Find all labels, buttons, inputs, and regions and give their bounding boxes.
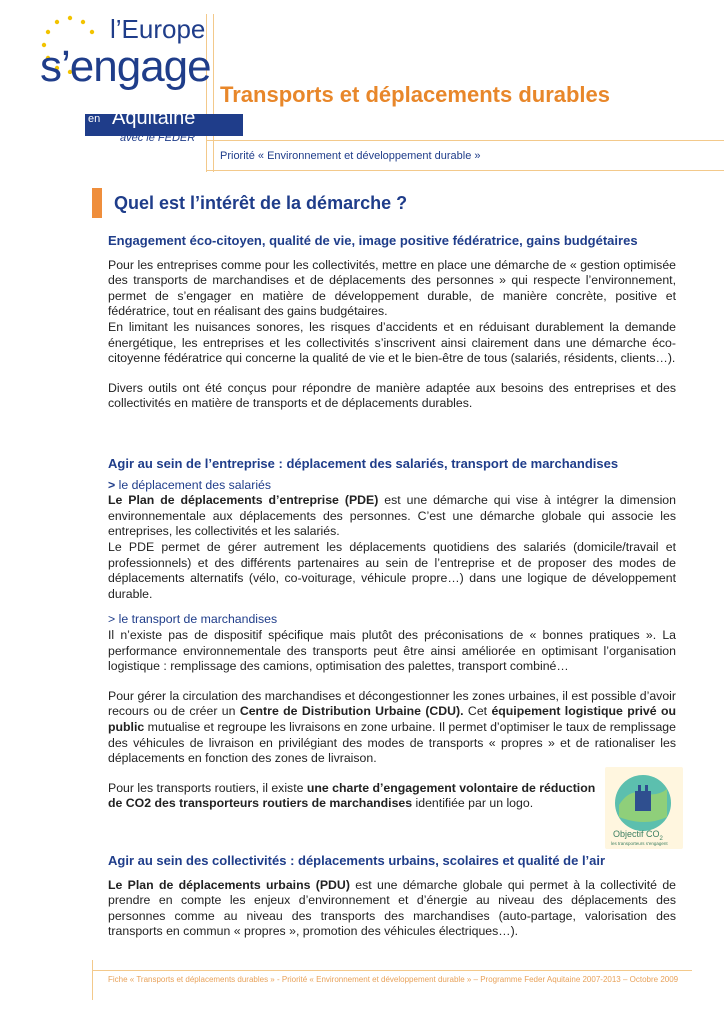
subsection-salaries — [108, 478, 676, 494]
block-collectivites — [108, 853, 676, 940]
logo-feder-text: avec le FEDER — [120, 132, 196, 144]
charte-text-c: identifiée par un logo. — [412, 796, 534, 811]
cdu-text-c: Cet — [463, 704, 492, 719]
page-title: Transports et déplacements durables — [220, 82, 611, 107]
cdu-equipment-term: équipement logistique privé ou public — [108, 704, 676, 734]
block-engagement — [108, 233, 676, 412]
co2-badge-caption: les transporteurs s'engagent — [611, 841, 668, 846]
block-entreprise — [108, 456, 676, 812]
engagement-paragraph-1: Pour les entreprises comme pour les collectivités, mettre en place une démarche de « gestion optimisée des transports de marchandises et de déplacements des personnes » qui respecte l’environnement, permet de s’engager en matière de développement durable, de manière concrète, positive et fédératrice, tout en réalisant des gains budgétaires. — [108, 257, 676, 319]
frame-line-under-priority — [206, 170, 724, 171]
frame-line-footer — [92, 970, 692, 971]
cdu-paragraph — [108, 689, 676, 767]
engagement-paragraph-2: En limitant les nuisances sonores, les risques d’accidents et en réduisant durablement la demande énergétique, les entreprises et les collectivités s’inscrivent ainsi clairement dans une démarche éco-citoyenne fédératrice qui concerne la qualité de vie et le bien-être de tous (salariés, résidents, clients…). — [108, 319, 676, 366]
co2-label-text: Objectif CO — [613, 829, 660, 839]
pde-term: Le Plan de déplacements d’entreprise (PDE) — [108, 493, 379, 508]
logo-en-text: en — [88, 113, 101, 125]
pdu-paragraph — [108, 878, 676, 940]
block-collectivites-heading: Agir au sein des collectivités : déplacements urbains, scolaires et qualité de l’air — [108, 853, 606, 868]
frame-line-top — [206, 140, 724, 141]
cdu-term: Centre de Distribution Urbaine (CDU). — [239, 704, 464, 719]
co2-badge-label — [613, 829, 663, 842]
charte-text-a: Pour les transports routiers, il existe — [108, 780, 307, 795]
page-footer: Fiche « Transports et déplacements durables » - Priorité « Environnement et développement durable » – Programme Feder Aquitaine 2007-2013 – Octobre 2009 — [108, 975, 679, 984]
pde-text: est une démarche qui vise à intégrer la dimension environnementale aux déplacements des personnes. C’est une démarche globale qui associe les entreprises, les collectivités et les salariés. — [108, 493, 676, 539]
logo-europe-text: l’Europe — [110, 14, 206, 44]
cdu-text-e: mutualise et regroupe les livraisons en zone urbaine. Il permet d’optimiser le taux de remplissage des véhicules de livraison en privilégiant des modes de transports « propres » et de rationaliser les déplacements en fonction des zones de livraison. — [108, 719, 676, 766]
frame-line-footer-left — [92, 960, 93, 1000]
frame-line-left — [206, 14, 207, 172]
cdu-text-a: Pour gérer la circulation des marchandises et décongestionner les zones urbaines, il est possible d’avoir recours ou de créer un — [108, 688, 676, 719]
charte-term: une charte d’engagement volontaire de réduction de CO2 des transporteurs routiers de marchandises — [108, 780, 596, 811]
block-entreprise-heading: Agir au sein de l’entreprise : déplacement des salariés, transport de marchandises — [108, 456, 619, 471]
priority-label: Priorité « Environnement et développement durable » — [220, 150, 481, 162]
logo-sengage-text: s’engage — [40, 42, 211, 91]
pde-paragraph-1 — [108, 493, 676, 540]
pdu-text: est une démarche globale qui permet à la collectivité de prendre en compte les enjeux d’environnement et d’énergie au niveau des déplacements des personnes comme au niveau des transports des marchandises (auto-partage, valorisation des transports en commun « propres », promotion des véhicules électriques…). — [108, 877, 676, 939]
europe-aquitaine-logo — [40, 14, 211, 144]
logo-aquitaine-text: Aquitaine — [112, 107, 196, 129]
subsection-salaries-label: le déplacement des salariés — [115, 477, 272, 492]
section-heading: Quel est l’intérêt de la démarche ? — [92, 188, 407, 218]
block-engagement-heading: Engagement éco-citoyen, qualité de vie, image positive fédératrice, gains budgétaires — [108, 233, 638, 248]
marchandises-paragraph: Il n’existe pas de dispositif spécifique mais plutôt des préconisations de « bonnes pratiques ». La performance environnementale des transports peut être ainsi améliorée en optimisant l’organisation logistique : remplissage des camions, optimisation des palettes, transport combiné… — [108, 627, 676, 674]
charte-paragraph — [108, 781, 598, 812]
subsection-marchandises: > le transport de marchandises — [108, 612, 278, 627]
objectif-co2-logo — [605, 767, 683, 849]
co2-label-sub: 2 — [659, 835, 663, 842]
pde-paragraph-2: Le PDE permet de gérer autrement les déplacements quotidiens des salariés (domicile/travail et professionnels) et des différents partenaires au sein de l’entreprise et de proposer des modes de déplacements alternatifs (vélo, co-voiturage, véhicule propre…) dans une logique de développement durable. — [108, 539, 676, 601]
engagement-paragraph-3: Divers outils ont été conçus pour répondre de manière adaptée aux besoins des entreprises et des collectivités en matière de transports et de déplacements durables. — [108, 380, 676, 411]
pdu-term: Le Plan de déplacements urbains (PDU) — [108, 877, 350, 892]
arrow-glyph: > — [108, 477, 116, 492]
frame-line-right — [213, 14, 214, 172]
